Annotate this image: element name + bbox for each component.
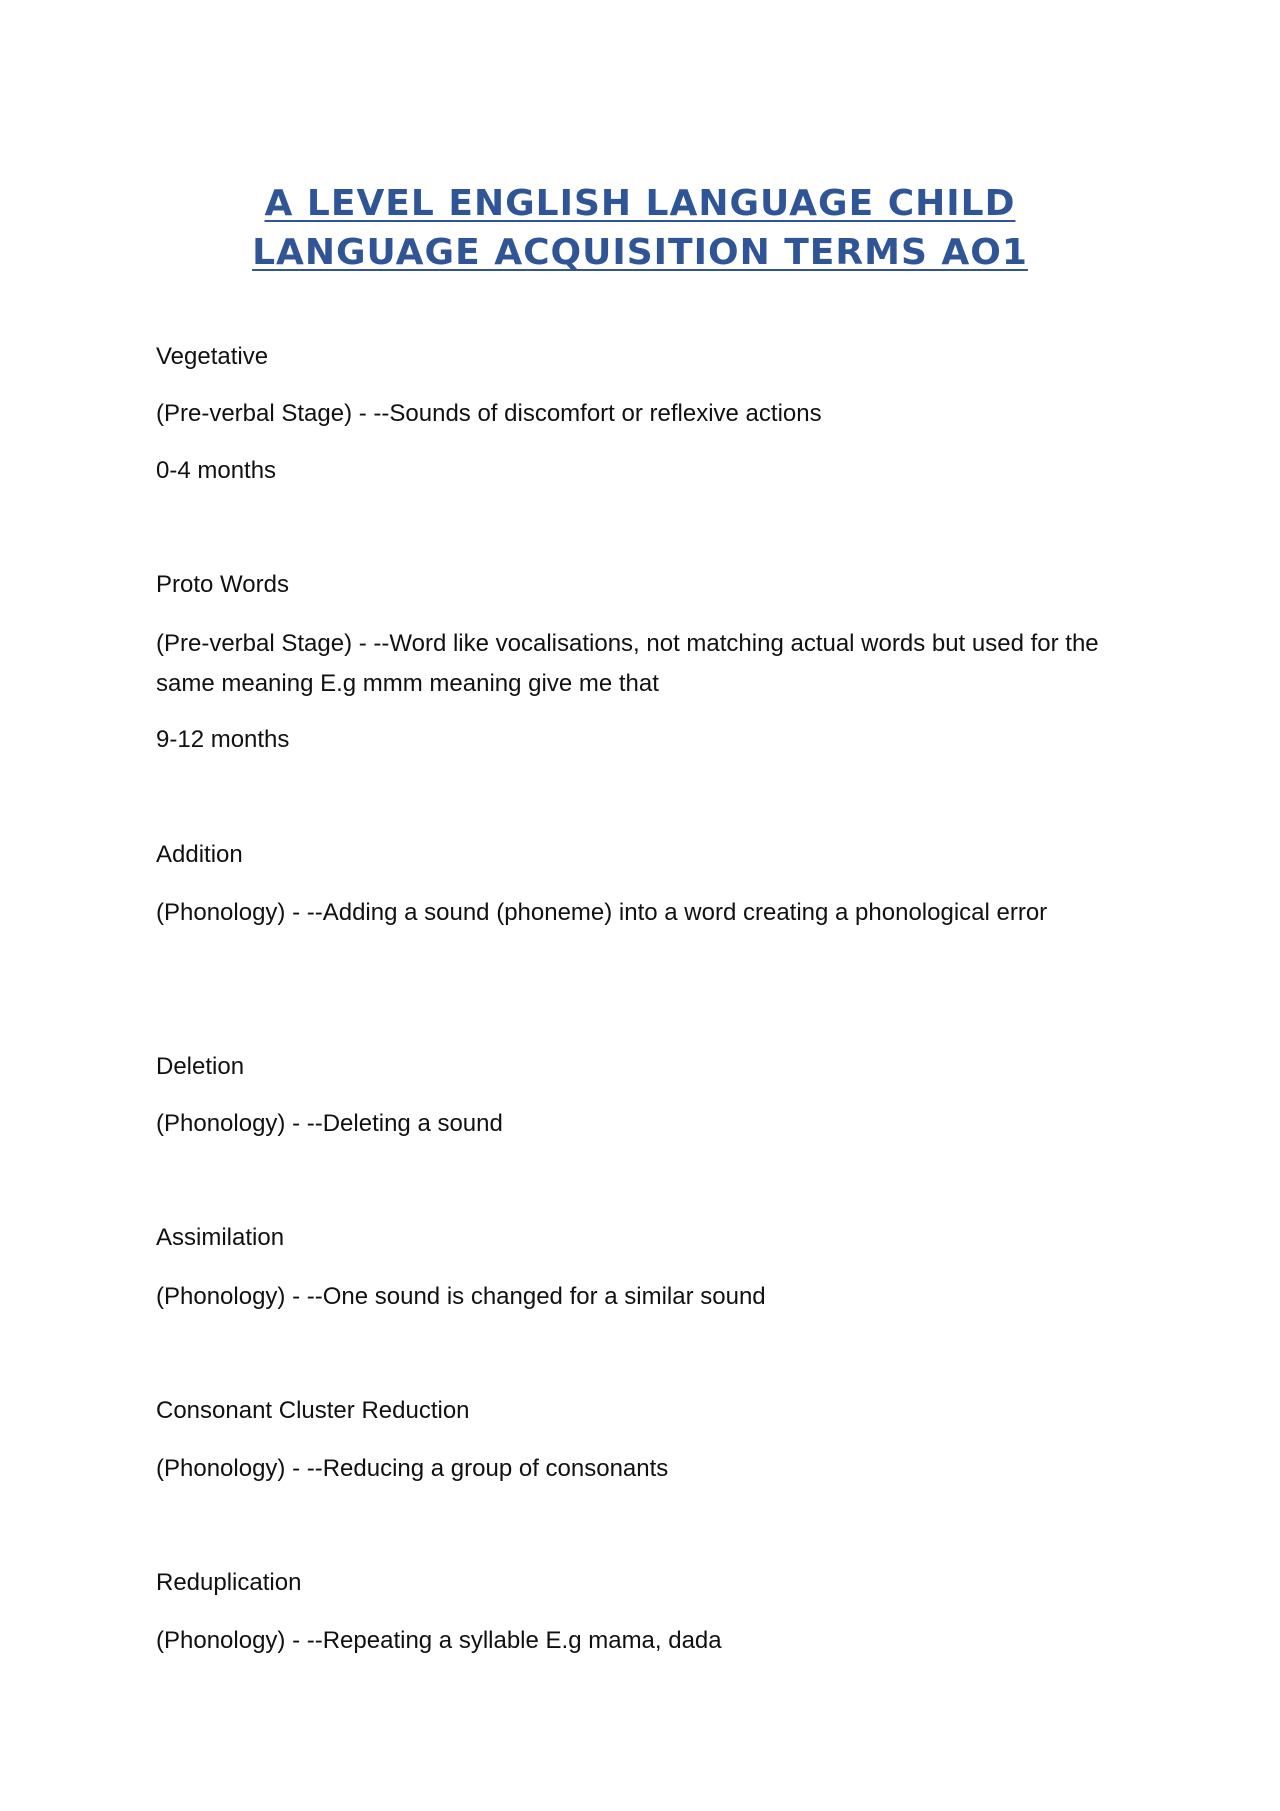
term-heading: Proto Words <box>156 571 289 598</box>
term-definition: (Pre-verbal Stage) - --Sounds of discomfort or reflexive actions <box>156 400 822 427</box>
term-definition: (Phonology) - --Adding a sound (phoneme) into a word creating a phonological error <box>156 899 1048 926</box>
term-age: 9-12 months <box>156 726 290 753</box>
term-heading: Vegetative <box>156 343 269 370</box>
term-heading: Addition <box>156 841 243 868</box>
document-title-line-1: A LEVEL ENGLISH LANGUAGE CHILD <box>264 183 1016 224</box>
term-definition: (Pre-verbal Stage) - --Word like vocalisations, not matching actual words but used for the same meaning E.g mmm meaning give me that <box>156 630 1099 697</box>
term-heading: Assimilation <box>156 1224 285 1251</box>
document-title-line-2: LANGUAGE ACQUISITION TERMS AO1 <box>252 232 1028 273</box>
term-heading: Consonant Cluster Reduction <box>156 1397 470 1424</box>
term-age: 0-4 months <box>156 457 277 484</box>
term-definition: (Phonology) - --One sound is changed for a similar sound <box>156 1283 766 1310</box>
term-definition: (Phonology) - --Reducing a group of consonants <box>156 1455 669 1482</box>
term-definition: (Phonology) - --Repeating a syllable E.g mama, dada <box>156 1627 722 1654</box>
term-definition: (Phonology) - --Deleting a sound <box>156 1110 503 1137</box>
term-heading: Deletion <box>156 1053 245 1080</box>
term-heading: Reduplication <box>156 1569 302 1596</box>
